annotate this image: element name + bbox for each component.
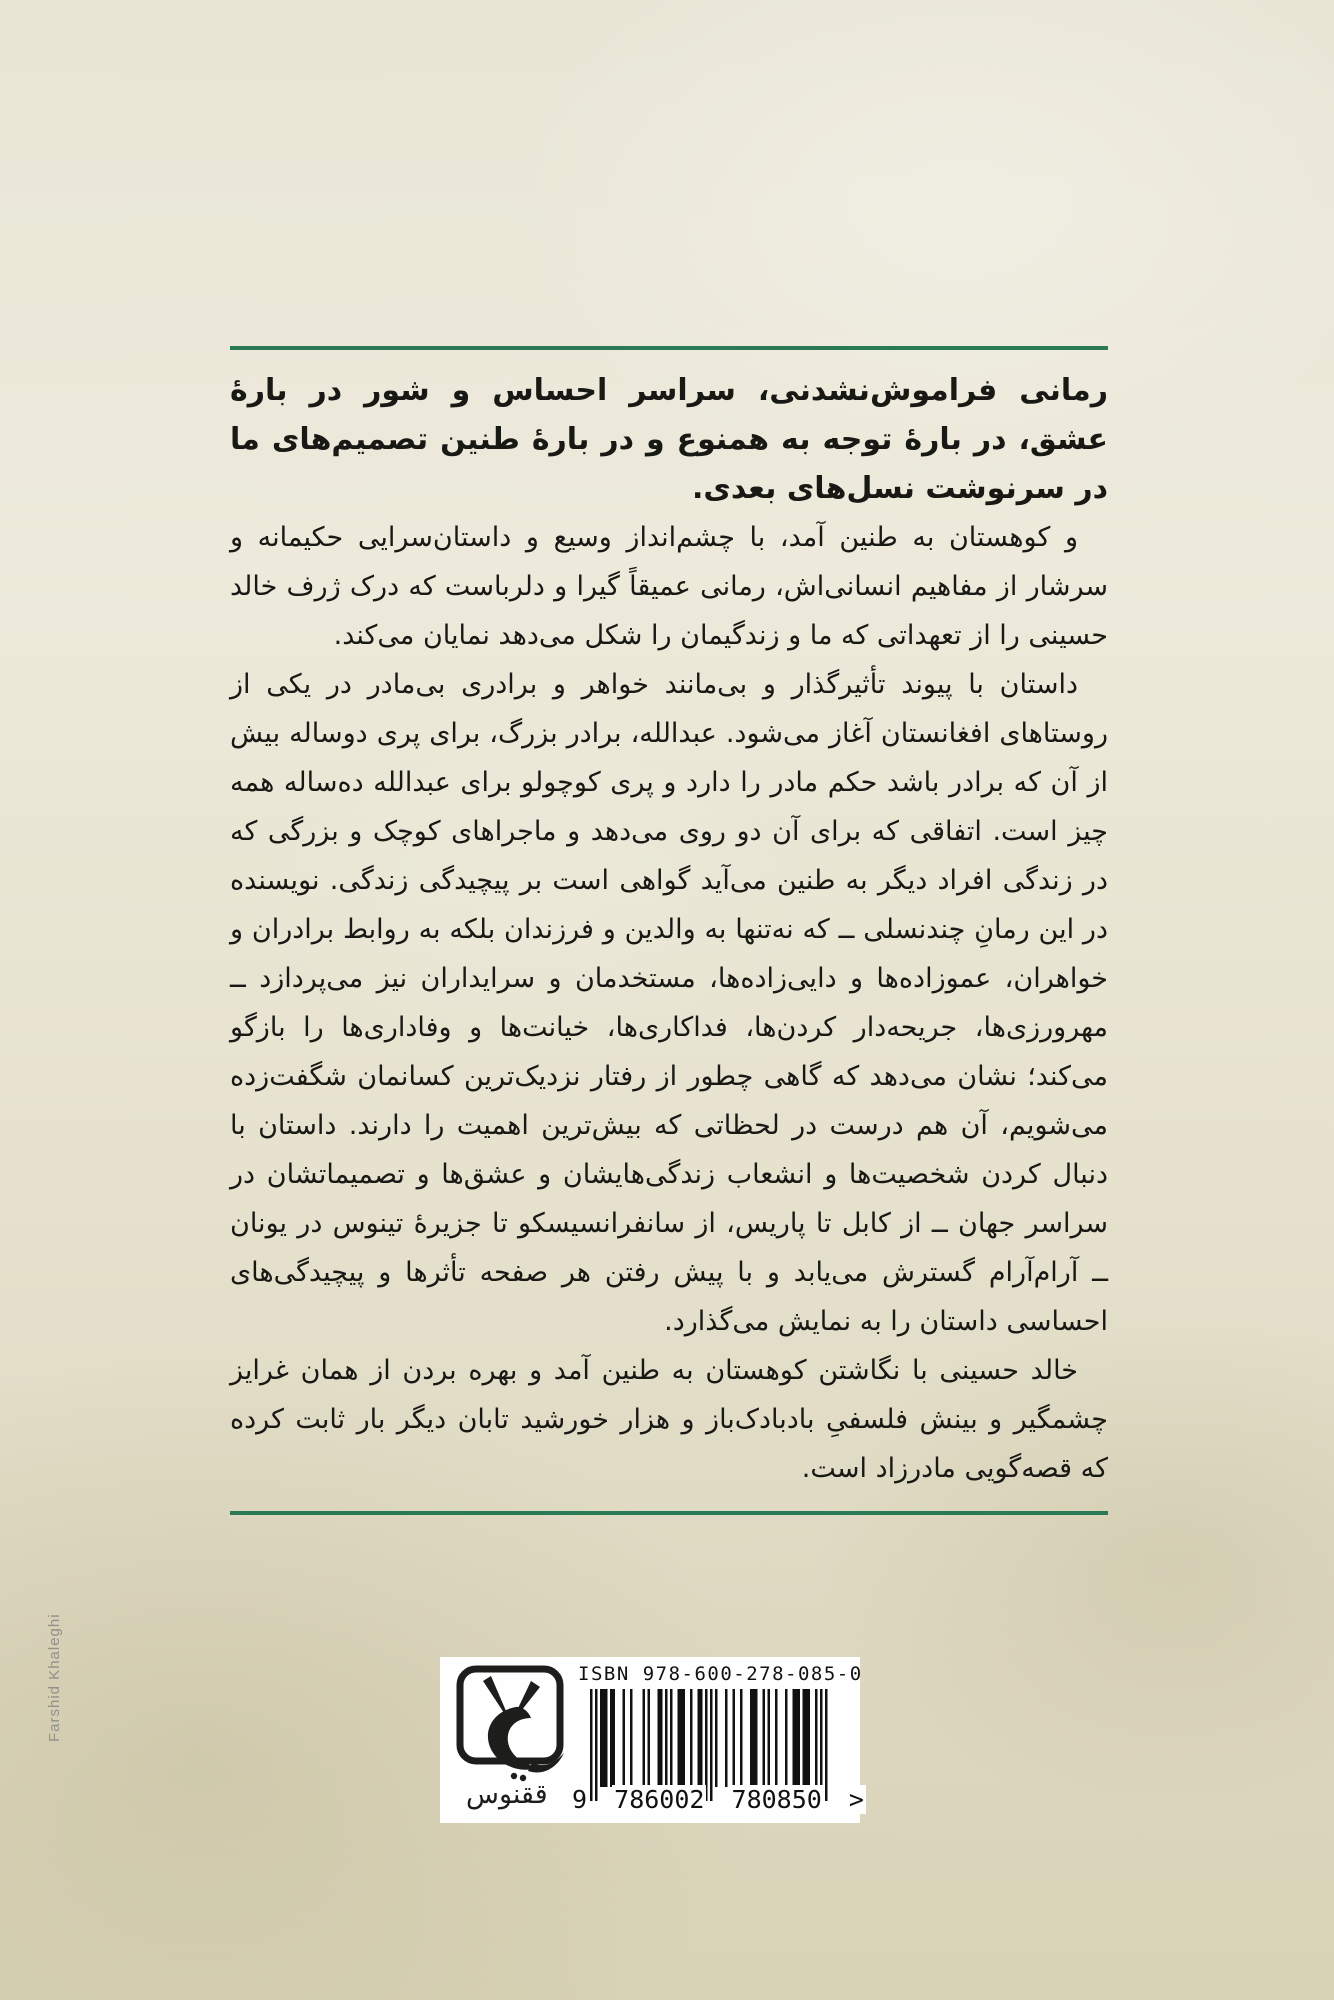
- blurb-paragraph-2: داستان با پیوند تأثیرگذار و بی‌مانند خواهر و برادری بی‌مادر در یکی از روستاهای افغانستان آغاز می‌شود. عبدالله، برادر بزرگ، برای پری دوساله بیش از آن که برادر باشد حکم مادر را دارد و پری کوچولو برای عبدالله ده‌ساله همه چیز است. اتفاقی که برای آن دو روی می‌دهد و ماجراهای کوچک و بزرگی که در زندگی افراد دیگر به طنین می‌آید گواهی است بر پیچیدگی زندگی. نویسنده در این رمانِ چندنسلی ــ که نه‌تنها به والدین و فرزندان بلکه به روابط برادران و خواهران، عموزاده‌ها و دایی‌زاده‌ها، مستخدمان و سرایداران نیز می‌پردازد ــ مهرورزی‌ها، جریحه‌دار کردن‌ها، فداکاری‌ها، خیانت‌ها و وفاداری‌ها را بازگو می‌کند؛ نشان می‌دهد که گاهی چطور از رفتار نزدیک‌ترین کسانمان شگفت‌زده می‌شویم، آن هم درست در لحظاتی که بیش‌ترین اهمیت را دارند. داستان با دنبال کردن شخصیت‌ها و انشعاب زندگی‌هایشان و عشق‌ها و تصمیماتشان در سراسر جهان ــ از کابل تا پاریس، از سانفرانسیسکو تا جزیرهٔ تینوس در یونان ــ آرام‌آرام گسترش می‌یابد و با پیش رفتن هر صفحه تأثرها و پیچیدگی‌های احساسی داستان را به نمایش می‌گذارد.: [230, 669, 1108, 1337]
- barcode-digits: [570, 1785, 866, 1814]
- barcode-panel: [440, 1657, 864, 1823]
- publisher-phoenix-logo: [450, 1661, 572, 1819]
- isbn-label: ISBN 978-600-278-085-0: [578, 1663, 863, 1685]
- publisher-name: ققنوس: [466, 1779, 548, 1810]
- blurb-intro: رمانی فراموش‌نشدنی، سراسر احساس و شور در بارهٔ عشق، در بارهٔ توجه به همنوع و در بارهٔ طنین تصمیم‌های ما در سرنوشت نسل‌های بعدی.: [230, 373, 1108, 506]
- barcode-first-digit: 9: [572, 1785, 588, 1814]
- barcode-end-mark: >: [848, 1785, 864, 1814]
- bottom-green-rule: [230, 1511, 1108, 1515]
- blurb-paragraph-3: خالد حسینی با نگاشتن کوهستان به طنین آمد و بهره بردن از همان غرایز چشمگیر و بینش فلسفیِ بادبادک‌باز و هزار خورشید تابان دیگر بار ثابت کرده که قصه‌گویی مادرزاد است.: [230, 1355, 1108, 1484]
- blurb-block: [230, 346, 1108, 1515]
- top-green-rule: [230, 346, 1108, 350]
- blurb-paragraph-1: و کوهستان به طنین آمد، با چشم‌انداز وسیع و داستان‌سرایی حکیمانه و سرشار از مفاهیم انسانی‌اش، رمانی عمیقاً گیرا و دلرباست که درک ژرف خالد حسینی را از تعهداتی که ما و زندگیمان را شکل می‌دهد نمایان می‌کند.: [230, 522, 1108, 651]
- cover-designer-credit: Farshid Khaleghi: [46, 1613, 63, 1742]
- barcode-left-group: 786002: [614, 1785, 705, 1814]
- barcode-right-group: 780850: [731, 1785, 822, 1814]
